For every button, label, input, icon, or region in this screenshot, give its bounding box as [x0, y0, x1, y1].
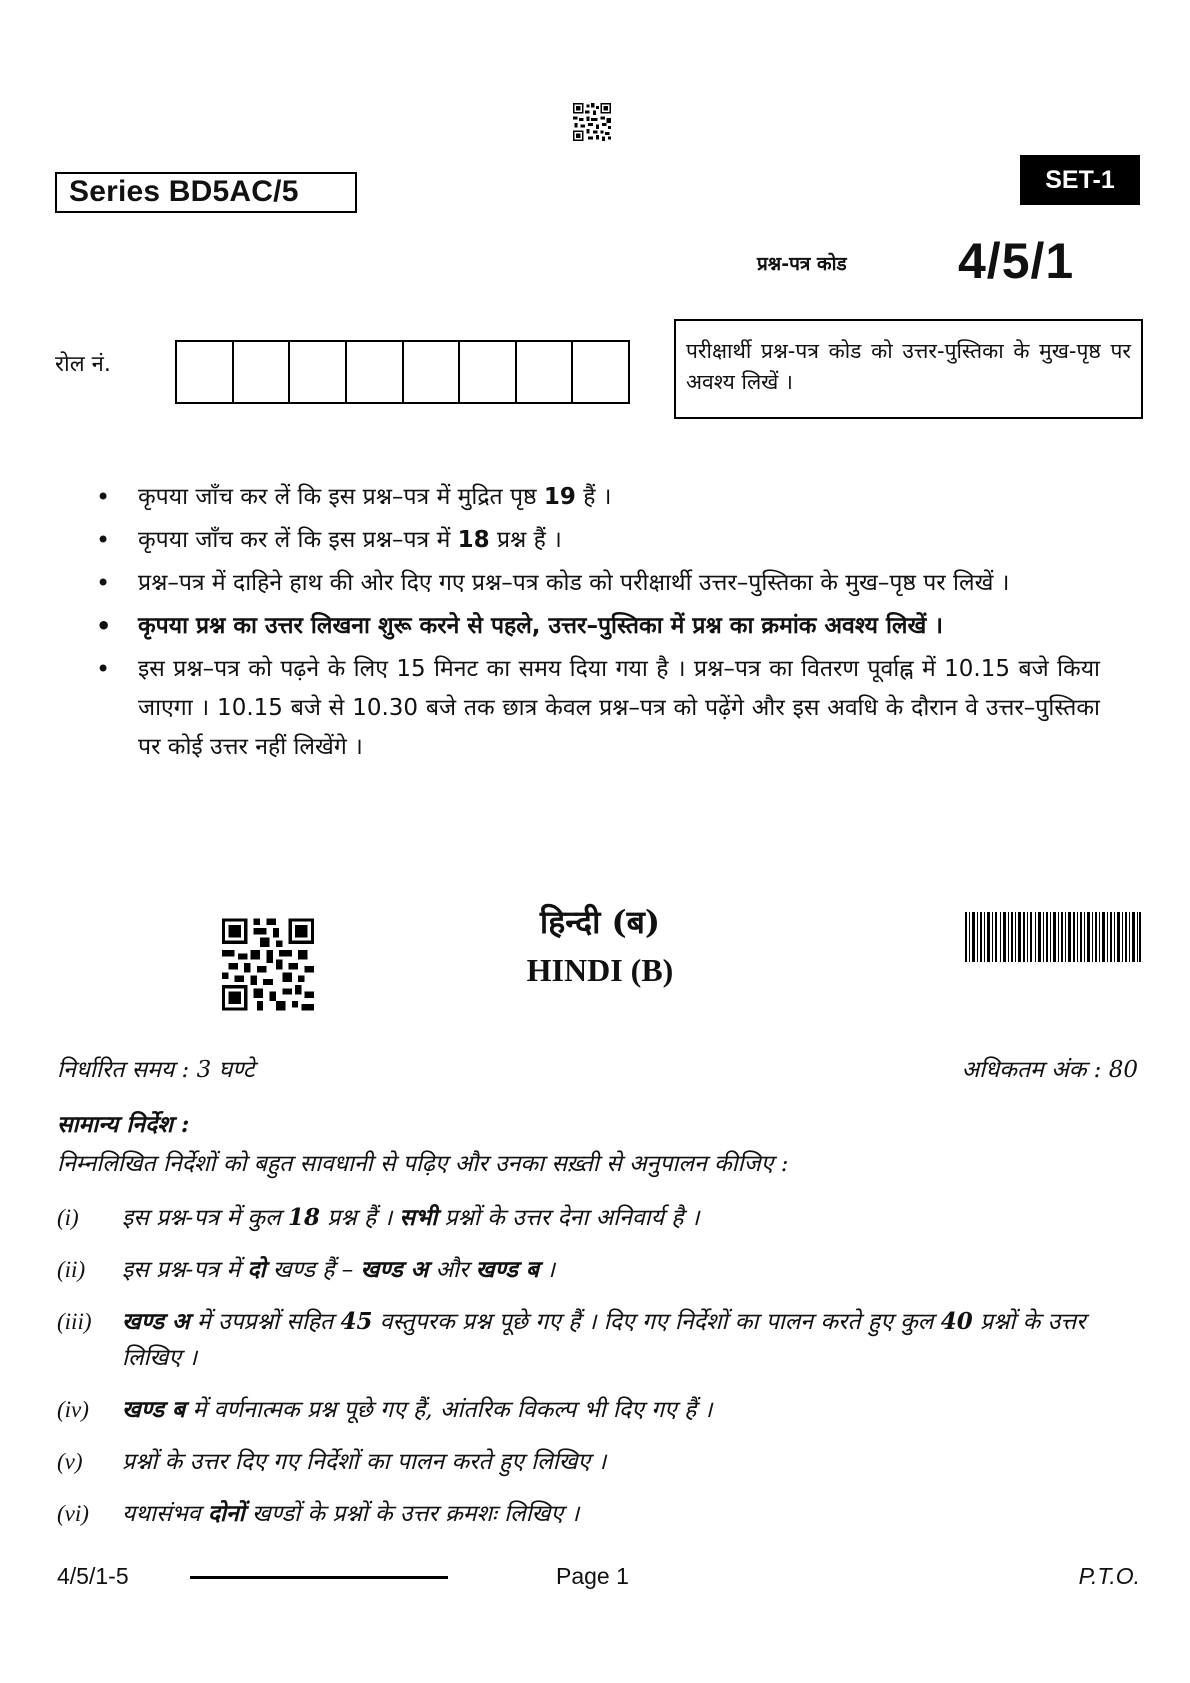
instruction-bullet: • प्रश्न–पत्र में दाहिने हाथ की ओर दिए गए प्रश्न–पत्र कोड को परीक्षार्थी उत्तर–पुस्तिका के मुख–पृष्ठ पर लिखें ।	[96, 564, 1100, 603]
roll-number-digit-box[interactable]	[573, 342, 628, 402]
instruction-number: (i)	[57, 1205, 79, 1230]
general-instructions-list	[57, 1200, 1142, 1548]
footer-paper-code: 4/5/1-5	[57, 1563, 129, 1589]
instruction-bullet-bold: • कृपया प्रश्न का उत्तर लिखना शुरू करने से पहले, उत्तर–पुस्तिका में प्रश्न का क्रमांक अवश्य लिखें ।	[96, 607, 1100, 646]
roll-number-digit-box[interactable]	[290, 342, 347, 402]
roll-number-digit-box[interactable]	[177, 342, 234, 402]
roll-number-label: रोल नं.	[55, 352, 111, 377]
page-number: Page 1	[556, 1563, 629, 1589]
instruction-bullet: • इस प्रश्न–पत्र को पढ़ने के लिए 15 मिनट का समय दिया गया है । प्रश्न–पत्र का वितरण पूर्वाह्न में 10.15 बजे किया जाएगा । 10.15 बजे से 10.30 बजे तक छात्र केवल प्रश्न–पत्र को पढ़ेंगे और इस अवधि के दौरान वे उत्तर–पुस्तिका पर कोई उत्तर नहीं लिखेंगे ।	[96, 650, 1100, 767]
please-turn-over: P.T.O.	[1078, 1563, 1140, 1589]
roll-number-digit-box[interactable]	[517, 342, 574, 402]
subject-title-english: HINDI (B)	[526, 952, 674, 988]
instruction-number: (ii)	[57, 1257, 86, 1282]
instruction-number: (v)	[57, 1449, 83, 1474]
instruction-bullet: • कृपया जाँच कर लें कि इस प्रश्न–पत्र में 18 प्रश्न हैं ।	[96, 521, 1100, 560]
instruction-text: खण्ड अ में उपप्रश्नों सहित 45 वस्तुपरक प्रश्न पूछे गए हैं । दिए गए निर्देशों का पालन करते हुए कुल 40 प्रश्नों के उत्तर लिखिए ।	[122, 1308, 1086, 1371]
general-instructions-intro: निम्नलिखित निर्देशों को बहुत सावधानी से पढ़िए और उनका सख़्ती से अनुपालन कीजिए :	[57, 1151, 789, 1177]
instruction-item	[57, 1304, 1142, 1376]
instruction-text: यथासंभव दोनों खण्डों के प्रश्नों के उत्तर क्रमशः लिखिए ।	[122, 1500, 580, 1527]
instruction-number: (vi)	[57, 1501, 89, 1526]
paper-code-label: प्रश्न-पत्र कोड	[757, 253, 847, 275]
roll-number-digit-box[interactable]	[234, 342, 291, 402]
instruction-item	[57, 1444, 1142, 1480]
roll-number-boxes[interactable]	[175, 340, 630, 404]
paper-code: 4/5/1	[958, 233, 1075, 289]
qr-code-top	[573, 102, 611, 142]
time-allowed: निर्धारित समय : 3 घण्टे	[57, 1057, 255, 1083]
footer-divider	[190, 1576, 448, 1579]
instruction-item	[57, 1200, 1142, 1236]
instruction-item	[57, 1392, 1142, 1428]
subject-title-hindi: हिन्दी (ब)	[539, 903, 661, 941]
candidate-note-box: परीक्षार्थी प्रश्न-पत्र कोड को उत्तर-पुस्तिका के मुख-पृष्ठ पर अवश्य लिखें ।	[674, 319, 1143, 419]
instruction-number: (iii)	[57, 1309, 92, 1334]
instruction-bullet: • कृपया जाँच कर लें कि इस प्रश्न–पत्र में मुद्रित पृष्ठ 19 हैं ।	[96, 478, 1100, 517]
general-instructions-title: सामान्य निर्देश :	[57, 1111, 190, 1138]
series-label: Series BD5AC/5	[55, 172, 357, 213]
roll-number-digit-box[interactable]	[347, 342, 404, 402]
maximum-marks: अधिकतम अंक : 80	[961, 1057, 1138, 1083]
instruction-text: इस प्रश्न-पत्र में दो खण्ड हैं – खण्ड अ और खण्ड ब ।	[122, 1256, 556, 1283]
preliminary-instructions	[96, 478, 1100, 771]
instruction-text: प्रश्नों के उत्तर दिए गए निर्देशों का पालन करते हुए लिखिए ।	[122, 1449, 607, 1475]
instruction-number: (iv)	[57, 1397, 89, 1422]
qr-code-subject	[222, 917, 314, 1012]
roll-number-digit-box[interactable]	[404, 342, 461, 402]
instruction-text: खण्ड ब में वर्णनात्मक प्रश्न पूछे गए हैं, आंतरिक विकल्प भी दिए गए हैं ।	[122, 1396, 713, 1423]
instruction-text: इस प्रश्न-पत्र में कुल 18 प्रश्न हैं । सभी प्रश्नों के उत्तर देना अनिवार्य है ।	[122, 1204, 700, 1231]
instruction-item	[57, 1252, 1142, 1288]
roll-number-digit-box[interactable]	[460, 342, 517, 402]
barcode	[965, 912, 1141, 962]
set-badge: SET-1	[1020, 155, 1140, 205]
instruction-item	[57, 1496, 1142, 1532]
